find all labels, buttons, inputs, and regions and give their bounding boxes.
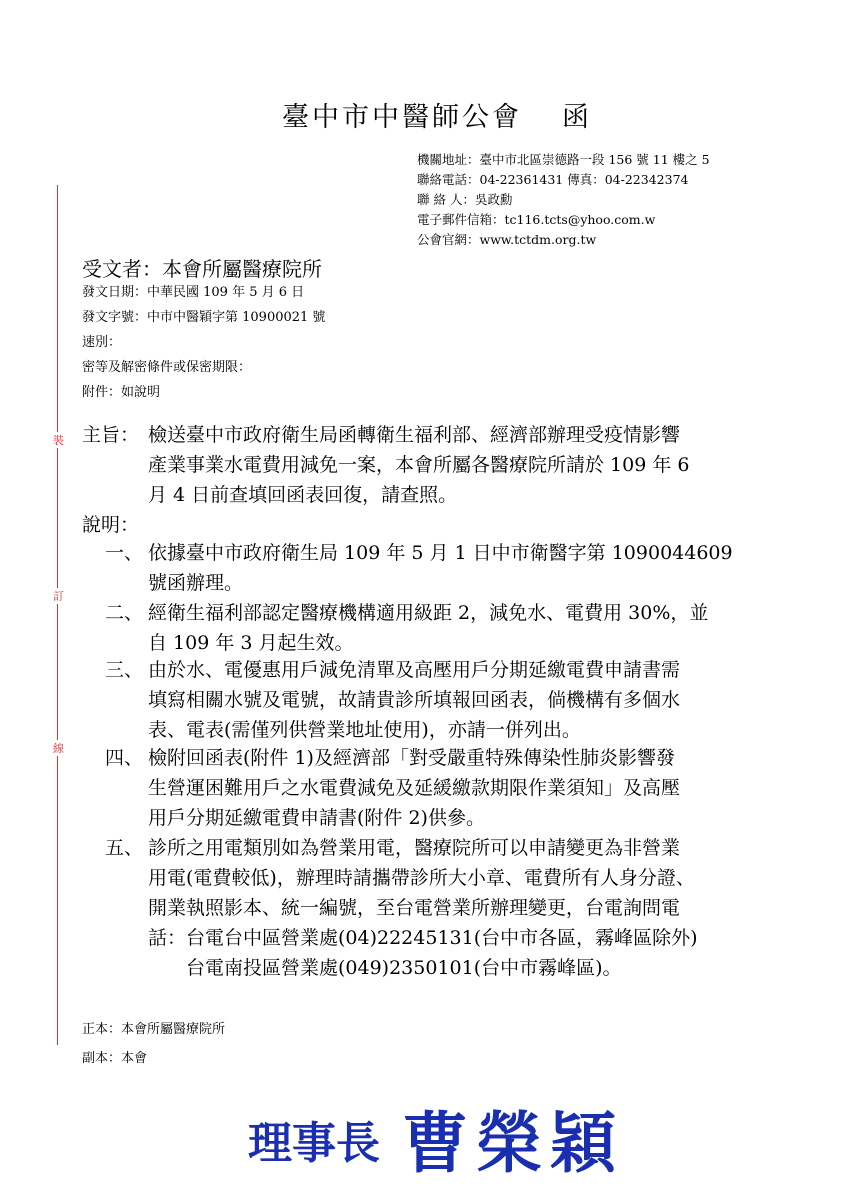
document-number: 發文字號：中市中醫穎字第 10900021 號: [82, 310, 326, 325]
item-line: 開業執照影本、統一編號，至台電營業所辦理變更，台電詢問電: [148, 897, 681, 919]
contact-address: 機關地址：臺中市北區崇德路一段 156 號 11 樓之 5: [417, 152, 710, 167]
binding-mark-ding: 訂: [53, 590, 64, 603]
item-number: 四、: [105, 747, 144, 769]
item-line: 自 109 年 3 月起生效。: [148, 632, 354, 654]
item-line: 經衛生福利部認定醫療機構適用級距 2，減免水、電費用 30%，並: [148, 602, 709, 624]
subject-line: 產業事業水電費用減免一案，本會所屬各醫療院所請於 109 年 6: [148, 454, 690, 476]
subject-line: 月 4 日前查填回函表回復，請查照。: [148, 484, 458, 506]
signatory-title: 理事長: [248, 1118, 380, 1169]
signature-stamp: [248, 1090, 624, 1185]
item-line: 用電(電費較低)，辦理時請攜帶診所大小章、電費所有人身分證、: [148, 867, 695, 889]
contact-website: 公會官網：www.tctdm.org.tw: [417, 232, 597, 247]
item-line: 診所之用電類別如為營業用電，醫療院所可以申請變更為非營業: [148, 837, 681, 859]
attachment-note: 附件：如說明: [82, 385, 161, 400]
speed-class: 速別：: [82, 335, 122, 350]
item-line: 表、電表(需僅列供營業地址使用)，亦請一併列出。: [148, 719, 581, 741]
doc-type: 函: [562, 102, 592, 133]
original-recipient: 正本：本會所屬醫療院所: [82, 1022, 226, 1037]
item-line: 填寫相關水號及電號，故請貴診所填報回函表，倘機構有多個水: [148, 689, 681, 711]
explanation-label: 說明：: [82, 514, 140, 536]
item-number: 一、: [105, 542, 144, 564]
document-title: [282, 95, 592, 134]
contact-person: 聯 絡 人：吳政勳: [417, 192, 513, 207]
subject-line: 檢送臺中市政府衛生局函轉衛生福利部、經濟部辦理受疫情影響: [148, 424, 681, 446]
issuer-name: 臺中市中醫師公會: [282, 102, 522, 133]
item-line: 檢附回函表(附件 1)及經濟部「對受嚴重特殊傳染性肺炎影響發: [148, 747, 675, 769]
item-number: 三、: [105, 659, 144, 681]
item-line: 依據臺中市政府衛生局 109 年 5 月 1 日中市衛醫字第 1090044609: [148, 542, 733, 564]
security-level: 密等及解密條件或保密期限：: [82, 360, 252, 375]
subject-label: 主旨：: [82, 424, 140, 446]
item-number: 五、: [105, 837, 144, 859]
binding-mark-xian: 線: [53, 742, 64, 755]
recipient: 受文者：本會所屬醫療院所: [82, 257, 322, 281]
item-line: 號函辦理。: [148, 572, 244, 594]
item-line: 由於水、電優惠用戶減免清單及高壓用戶分期延繳電費申請書需: [148, 659, 681, 681]
contact-phone: 聯絡電話：04-22361431 傳真：04-22342374: [417, 172, 689, 187]
item-line: 生營運困難用戶之水電費減免及延緩繳款期限作業須知」及高壓: [148, 777, 681, 799]
item-line: 話：台電台中區營業處(04)22245131(台中市各區，霧峰區除外): [148, 927, 698, 949]
item-number: 二、: [105, 602, 144, 624]
signatory-name: 曹榮穎: [402, 1104, 624, 1182]
binding-mark-zhuang: 裝: [53, 434, 64, 447]
contact-email: 電子郵件信箱：tc116.tcts@yhoo.com.w: [417, 212, 656, 227]
item-line: 台電南投區營業處(049)2350101(台中市霧峰區)。: [148, 957, 622, 979]
binding-line: [57, 185, 58, 1045]
issue-date: 發文日期：中華民國 109 年 5 月 6 日: [82, 285, 305, 300]
copy-recipient: 副本：本會: [82, 1051, 148, 1066]
item-line: 用戶分期延繳電費申請書(附件 2)供參。: [148, 807, 485, 829]
